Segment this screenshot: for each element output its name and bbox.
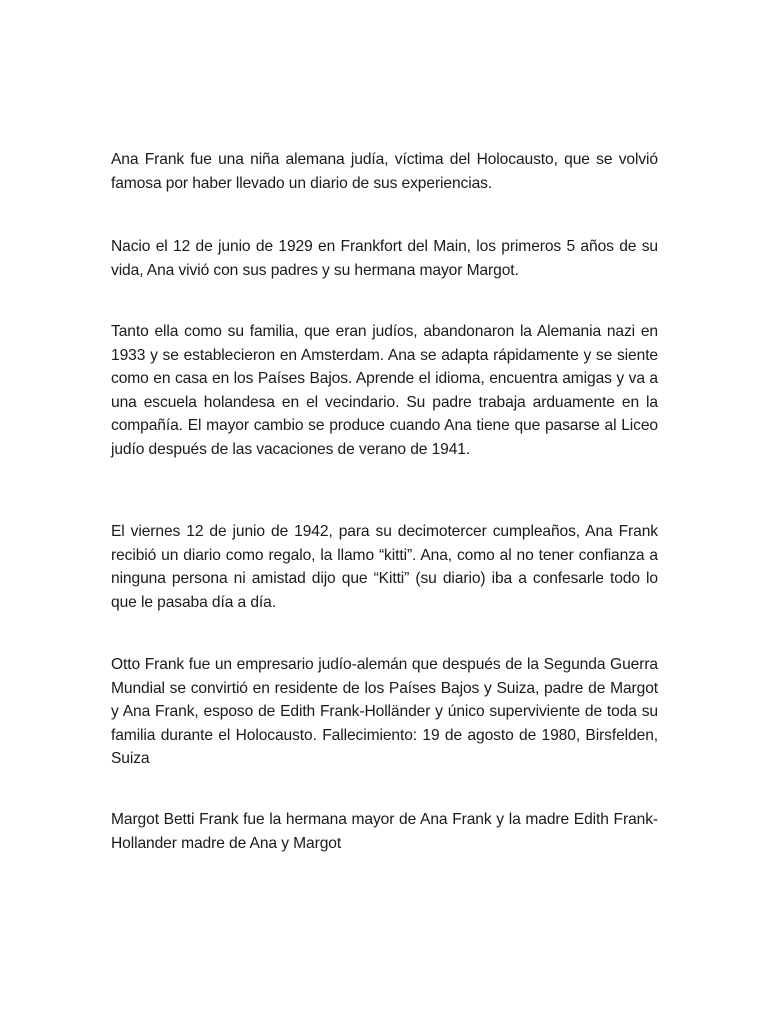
paragraph-amsterdam: Tanto ella como su familia, que eran judíos, abandonaron la Alemania nazi en 1933 y se establecieron en Amsterdam. Ana se adapta rápidamente y se siente como en casa en los Países Bajos. Aprende el idioma, encuentra amigas y va a una escuela holandesa en el vecindario. Su padre trabaja arduamente en la compañía. El mayor cambio se produce cuando Ana tiene que pasarse al Liceo judío después de las vacaciones de verano de 1941. — [111, 323, 658, 458]
paragraph-otto-frank: Otto Frank fue un empresario judío-alemán que después de la Segunda Guerra Mundial se convirtió en residente de los Países Bajos y Suiza, padre de Margot y Ana Frank, esposo de Edith Frank-Holländer y único superviviente de toda su familia durante el Holocausto. Fallecimiento: 19 de agosto de 1980, Birsfelden, Suiza — [111, 656, 658, 768]
paragraph-diary: El viernes 12 de junio de 1942, para su decimotercer cumpleaños, Ana Frank recibió un diario como regalo, la llamo “kitti”. Ana, como al no tener confianza a ninguna persona ni amistad dijo que “Kitti” (su diario) iba a confesarle todo lo que le pasaba día a día. — [111, 523, 658, 611]
paragraph-birth: Nacio el 12 de junio de 1929 en Frankfort del Main, los primeros 5 años de su vida, Ana vivió con sus padres y su hermana mayor Margot. — [111, 238, 658, 279]
paragraph-margot-frank: Margot Betti Frank fue la hermana mayor de Ana Frank y la madre Edith Frank-Hollander madre de Ana y Margot — [111, 811, 658, 852]
paragraph-intro: Ana Frank fue una niña alemana judía, víctima del Holocausto, que se volvió famosa por haber llevado un diario de sus experiencias. — [111, 151, 658, 192]
